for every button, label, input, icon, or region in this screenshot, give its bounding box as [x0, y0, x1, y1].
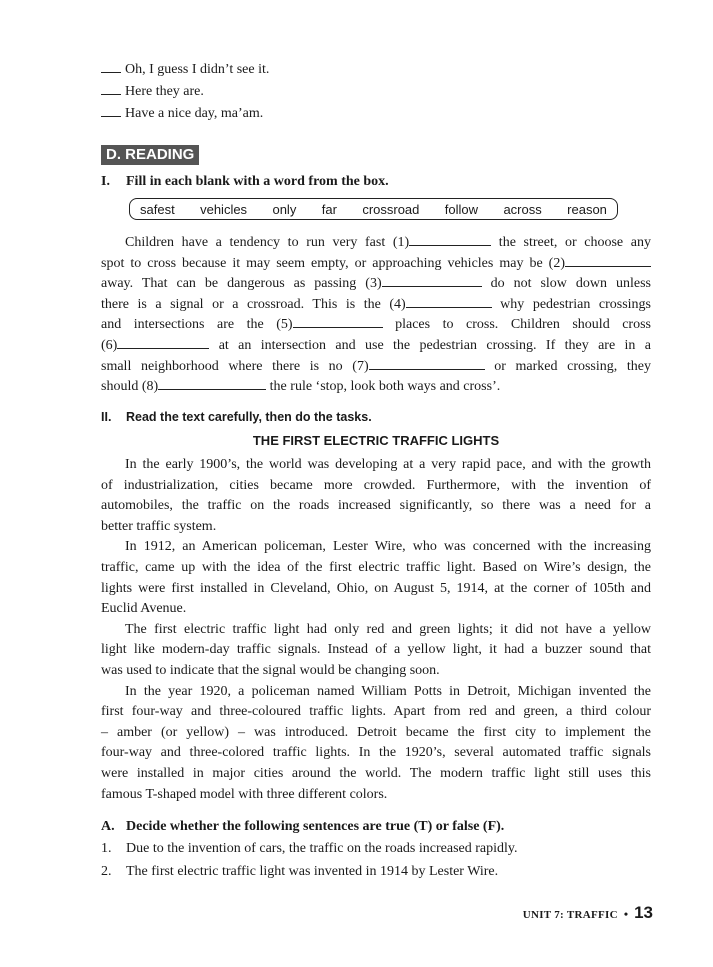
- passage-line: light like modern-day traffic signals. Instead of a yellow light, it had a buzzer sound that: [101, 642, 651, 658]
- statement-item: 1. Due to the invention of cars, the traffic on the roads increased rapidly.: [101, 841, 518, 856]
- answer-blank[interactable]: [101, 60, 121, 73]
- word-item: follow: [444, 201, 479, 217]
- passage-line: away. That can be dangerous as passing (3) do not slow down unless: [101, 276, 651, 292]
- blank-4[interactable]: [406, 295, 492, 308]
- blank-5[interactable]: [293, 315, 383, 328]
- bullet-separator: •: [623, 907, 629, 921]
- blank-3[interactable]: [382, 274, 482, 287]
- passage-line: famous T-shaped model with three different colors.: [101, 786, 388, 802]
- answer-blank[interactable]: [101, 104, 121, 117]
- part-a-instruction: A. Decide whether the following sentences are true (T) or false (F).: [101, 819, 505, 834]
- word-item: only: [272, 201, 297, 217]
- passage-line: spot to cross because it may seem empty, or approaching vehicles may be (2): [101, 254, 651, 275]
- blank-7[interactable]: [369, 357, 485, 370]
- word-item: far: [321, 201, 337, 217]
- dialogue-line: Oh, I guess I didn’t see it.: [101, 60, 269, 79]
- passage-line: automobiles, the traffic on the roads increased significantly, so there was a need for a: [101, 498, 651, 514]
- passage-line: of industrialization, cities became more crowded. Furthermore, with the invention of: [101, 477, 651, 493]
- task-2-instruction: II. Read the text carefully, then do the tasks.: [101, 410, 372, 424]
- passage-line: Children have a tendency to run very fast (1) the street, or choose any: [125, 235, 651, 250]
- fill-in-passage: [101, 233, 651, 398]
- passage-line: In the early 1900’s, the world was developing at a very rapid pace, and with the growth: [125, 457, 651, 472]
- reading-passage: [101, 455, 651, 805]
- task-1-instruction: I. Fill in each blank with a word from the box.: [101, 174, 389, 189]
- section-heading: D. READING: [101, 145, 199, 165]
- word-item: reason: [567, 201, 607, 217]
- answer-blank[interactable]: [101, 82, 121, 95]
- passage-line: In 1912, an American policeman, Lester Wire, who was concerned with the increasing: [125, 539, 651, 555]
- word-item: across: [503, 201, 542, 217]
- dialogue-line: Have a nice day, ma’am.: [101, 104, 263, 123]
- passage-line: were installed in major cities around the world. The modern traffic light still uses this: [101, 765, 651, 781]
- blank-2[interactable]: [565, 254, 651, 267]
- article-title: THE FIRST ELECTRIC TRAFFIC LIGHTS: [252, 433, 500, 448]
- passage-line: first four-way and three-coloured traffic lights. Apart from red and green, a third colour: [101, 704, 651, 720]
- passage-line: traffic, came up with the idea of the first electric traffic light. Based on Wire’s design, the: [101, 559, 651, 575]
- word-item: safest: [140, 201, 175, 217]
- passage-line: was used to indicate that the signal would be changing soon.: [101, 662, 440, 678]
- page-footer: [523, 903, 653, 923]
- passage-line: lights were first installed in Cleveland, Ohio, on August 5, 1914, at the corner of 105th and: [101, 580, 651, 596]
- page-number: 13: [634, 903, 653, 922]
- passage-line: better traffic system.: [101, 518, 217, 534]
- passage-line: should (8) the rule ‘stop, look both ways and cross’.: [101, 379, 501, 395]
- word-item: crossroad: [362, 201, 420, 217]
- passage-line: small neighborhood where there is no (7) or marked crossing, they: [101, 358, 651, 374]
- passage-line: (6) at an intersection and use the pedestrian crossing. If they are in a: [101, 337, 651, 353]
- passage-line: In the year 1920, a policeman named William Potts in Detroit, Michigan invented the: [125, 683, 651, 699]
- blank-8[interactable]: [158, 377, 266, 390]
- passage-line: there is a signal or a crossroad. This is the (4) why pedestrian crossings: [101, 296, 651, 312]
- passage-line: four-way and three-colored traffic lights. In the 1920’s, several automated traffic signals: [101, 745, 651, 761]
- blank-6[interactable]: [117, 336, 209, 349]
- unit-label: UNIT 7: TRAFFIC: [522, 909, 618, 921]
- blank-1[interactable]: [409, 233, 491, 246]
- word-item: vehicles: [200, 201, 248, 217]
- statement-item: 2. The first electric traffic light was invented in 1914 by Lester Wire.: [101, 864, 499, 879]
- dialogue-line: Here they are.: [101, 82, 204, 101]
- passage-line: Euclid Avenue.: [101, 601, 187, 617]
- passage-line: – amber (or yellow) – was introduced. Detroit became the first city to implement the: [101, 724, 651, 740]
- passage-line: and intersections are the (5) places to cross. Children should cross: [101, 317, 651, 333]
- passage-line: The first electric traffic light had only red and green lights; it did not have a yellow: [125, 621, 651, 637]
- word-box: [129, 198, 618, 220]
